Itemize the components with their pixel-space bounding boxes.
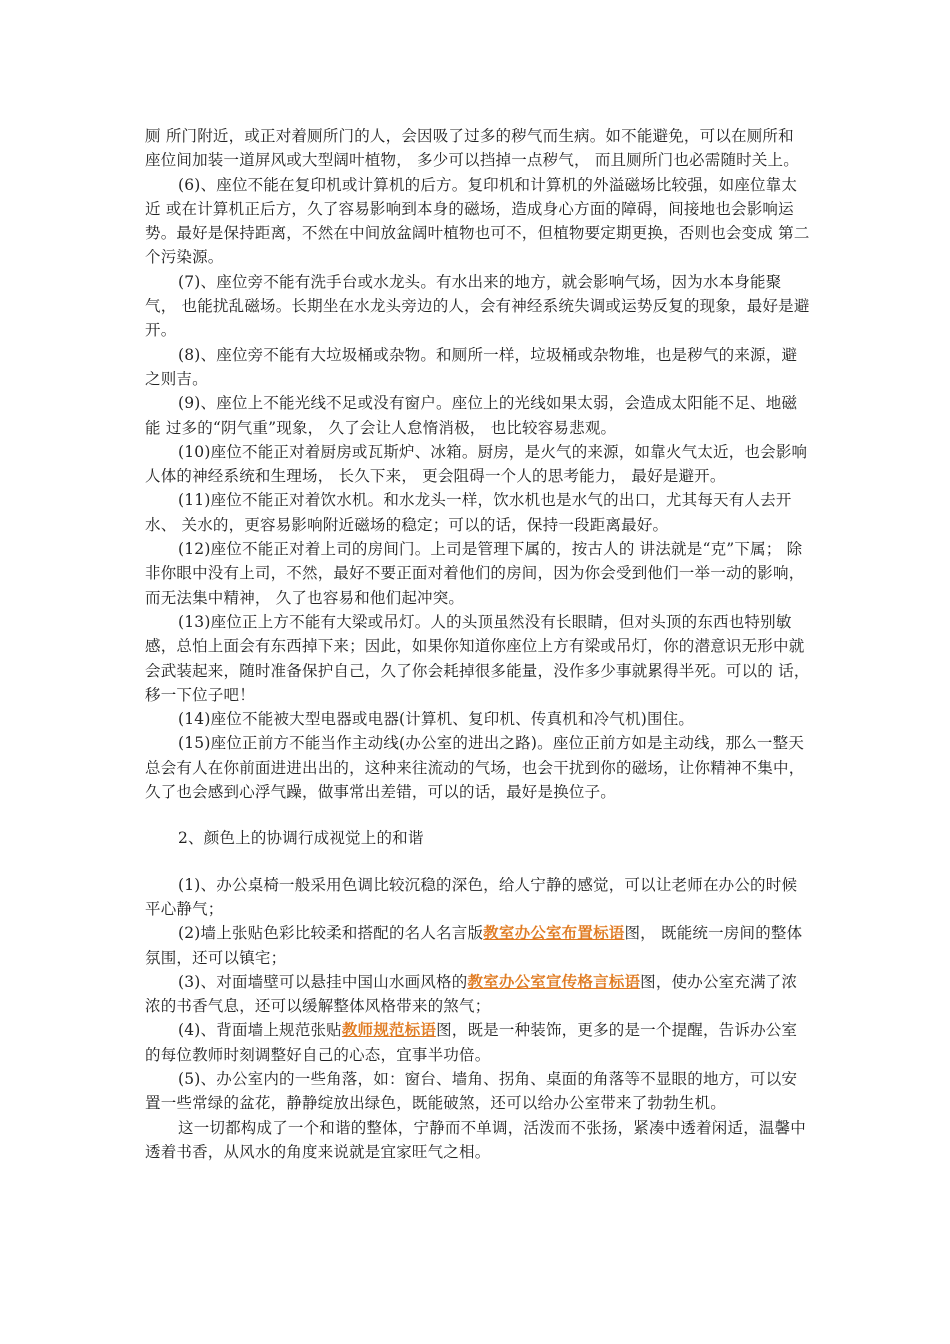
paragraph-item-11: (11)座位不能正对着饮水机。和水龙头一样，饮水机也是水气的出口，尤其每天有人去开水、 关水的，更容易影响附近磁场的稳定；可以的话，保持一段距离最好。: [145, 491, 792, 534]
paragraph-item-12: (12)座位不能正对着上司的房间门。上司是管理下属的，按古人的 讲法就是“克”下属； 除非你眼中没有上司，不然，最好不要正面对着他们的房间，因为你会受到他们一举一动的影响， 而无法集中精神， 久了也容易和他们起冲突。: [145, 540, 805, 607]
color-item-4: [145, 1018, 810, 1067]
color-item-4-text-after: 图，既是一种装饰，更多的是一个提醒，告诉办公室的每位教师时刻调整好自己的心态，宜事半功倍。: [145, 1021, 798, 1064]
paragraph-item-13: (13)座位正上方不能有大梁或吊灯。人的头顶虽然没有长眼睛，但对头顶的东西也特别敏感，总怕上面会有东西掉下来；因此，如果你知道你座位上方有梁或吊灯，你的潜意识无形中就 会武装起来，随时准备保护自己，久了你会耗掉很多能量，没作多少事就累得半死。可以的 话， 移一下位子吧！: [145, 612, 810, 704]
color-item-3-text: (3)、对面墙壁可以悬挂中国山水画风格的: [178, 972, 468, 991]
color-item-3-text-after: 图，使办公室充满了浓浓的书香气息，还可以缓解整体风格带来的煞气；: [145, 972, 798, 1016]
link-teacher-norm-slogan[interactable]: 教师规范标语: [341, 1020, 437, 1040]
color-item-3: [145, 970, 810, 1019]
section-heading: 2、颜色上的协调行成视觉上的和谐: [178, 829, 424, 848]
paragraph-item-9: (9)、座位上不能光线不足或没有窗户。座位上的光线如果太弱，会造成太阳能不足、地磁能 过多的“阴气重”现象， 久了会让人怠惰消极， 也比较容易悲观。: [145, 394, 798, 437]
color-item-2-text-after: 图， 既能统一房间的整体氛围，还可以镇宅；: [145, 924, 803, 967]
link-classroom-office-slogan[interactable]: 教室办公室布置标语: [483, 923, 625, 943]
color-item-5: [145, 1067, 810, 1116]
closing-paragraph: [145, 1116, 810, 1165]
paragraph-item-10: (10)座位不能正对着厨房或瓦斯炉、冰箱。厨房，是火气的来源，如靠火气太近，也会影响 人体的神经系统和生理场， 长久下来， 更会阻碍一个人的思考能力， 最好是避开。: [145, 442, 808, 486]
paragraph-item-14: (14)座位不能被大型电器或电器(计算机、复印机、传真机和冷气机)围住。: [178, 710, 695, 729]
color-item-1: [145, 873, 810, 922]
color-item-2: [145, 921, 810, 970]
color-item-1-text: (1)、办公桌椅一般采用色调比较沉稳的深色，给人宁静的感觉，可以让老师在办公的时候平心静气；: [145, 875, 798, 918]
color-item-2-text: (2)墙上张贴色彩比较柔和搭配的名人名言版: [178, 924, 484, 943]
color-item-5-text: (5)、办公室内的一些角落，如：窗台、墙角、拐角、桌面的角落等不显眼的地方，可以安置一些常绿的盆花，静静绽放出绿色，既能破煞，还可以给办公室带来了勃勃生机。: [145, 1069, 798, 1113]
paragraph-toilet-continuation: 厕 所门附近，或正对着厕所门的人，会因吸了过多的秽气而生病。如不能避免，可以在厕所和 座位间加装一道屏风或大型阔叶植物， 多少可以挡掉一点秽气， 而且厕所门也必需随时关上。: [145, 127, 799, 170]
closing-paragraph-text: 这一切都构成了一个和谐的整体，宁静而不单调，活泼而不张扬，紧凑中透着闲适，温馨中透着书香，从风水的角度来说就是宜家旺气之相。: [145, 1118, 807, 1161]
paragraph-item-8: (8)、座位旁不能有大垃圾桶或杂物。和厕所一样，垃圾桶或杂物堆，也是秽气的来源，避之则吉。: [145, 345, 798, 388]
color-item-4-text: (4)、背面墙上规范张贴: [178, 1021, 342, 1040]
paragraph-item-7: (7)、座位旁不能有洗手台或水龙头。有水出来的地方，就会影响气场，因为水本身能聚气， 也能扰乱磁场。长期坐在水龙头旁边的人，会有神经系统失调或运势反复的现象，最好是避开。: [145, 272, 810, 340]
paragraph-item-6: (6)、座位不能在复印机或计算机的后方。复印机和计算机的外溢磁场比较强，如座位靠太近 或在计算机正后方，久了容易影响到本身的磁场，造成身心方面的障碍，间接地也会影响运 势。最好是保持距离，不然在中间放盆阔叶植物也可不，但植物要定期更换，否则也会变成 第二个污染源。: [145, 175, 810, 267]
paragraph-item-15: (15)座位正前方不能当作主动线(办公室的进出之路)。座位正前方如是主动线，那么一整天总会有人在你前面进进出出的，这种来往流动的气场，也会干扰到你的磁场，让你精神不集中，久了也会感到心浮气躁，做事常出差错，可以的话，最好是换位子。: [145, 734, 805, 802]
document-body: [145, 124, 810, 1164]
link-office-motto-slogan[interactable]: 教室办公室宣传格言标语: [467, 971, 641, 991]
